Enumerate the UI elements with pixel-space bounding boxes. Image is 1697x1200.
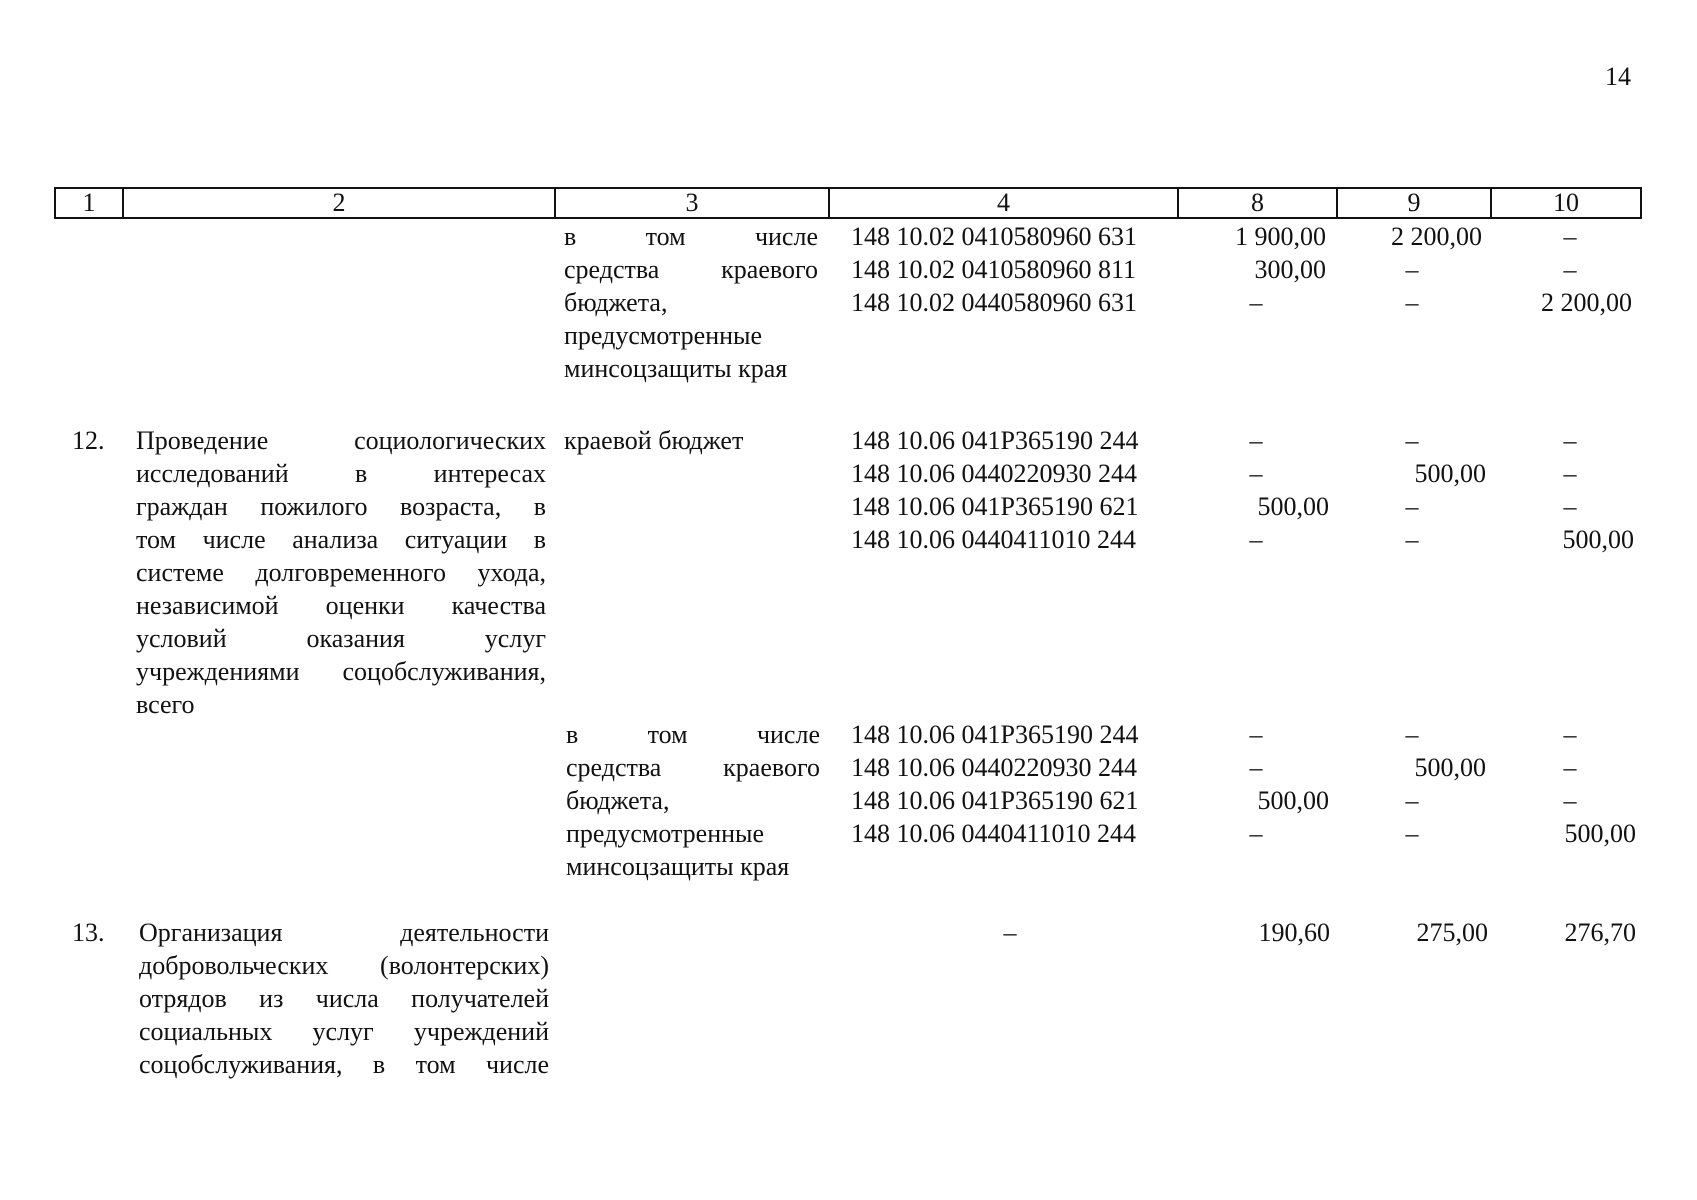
budget-code: 148 10.02 0440580960 631	[851, 288, 1137, 317]
value-col-10: –	[1563, 720, 1577, 749]
budget-code: 148 10.06 0440220930 244	[851, 753, 1137, 782]
value-col-10: 2 200,00	[1541, 288, 1632, 317]
header-cell-10: 10	[1490, 187, 1642, 219]
value-col-8: –	[1249, 819, 1263, 848]
header-cell-4: 4	[828, 187, 1179, 219]
header-cell-8: 8	[1177, 187, 1338, 219]
value-col-10: –	[1563, 222, 1577, 251]
item-name-line: Организация деятельности	[139, 918, 549, 947]
funding-line: минсоцзащиты края	[564, 354, 788, 383]
funding-line: минсоцзащиты края	[566, 852, 790, 881]
value-col-9: –	[1405, 819, 1419, 848]
budget-code: 148 10.06 041P365190 621	[851, 492, 1139, 521]
value-col-10: –	[1563, 786, 1577, 815]
item-name-line: системе долговременного ухода,	[136, 558, 546, 587]
funding-line: бюджета,	[566, 786, 670, 815]
value-col-9: –	[1405, 720, 1419, 749]
value-col-10: –	[1563, 492, 1577, 521]
value-col-9: –	[1405, 786, 1419, 815]
budget-code: –	[1003, 918, 1017, 947]
value-col-9: –	[1405, 525, 1419, 554]
item-name-line: условий оказания услуг	[136, 624, 546, 653]
funding-line: предусмотренные	[566, 819, 765, 848]
value-col-10: –	[1563, 753, 1577, 782]
item-name-line: том числе анализа ситуации в	[136, 525, 546, 554]
item-number: 12.	[72, 426, 105, 455]
budget-code: 148 10.06 0440411010 244	[851, 525, 1137, 554]
budget-code: 148 10.06 041P365190 621	[851, 786, 1139, 815]
item-name-line: учреждениями соцобслуживания,	[136, 657, 546, 686]
header-cell-1: 1	[54, 187, 124, 219]
value-col-9: 2 200,00	[1391, 222, 1482, 251]
value-col-8: –	[1249, 525, 1263, 554]
item-name-line: соцобслуживания, в том числе	[139, 1050, 549, 1079]
value-col-8: –	[1249, 459, 1263, 488]
value-col-9: 500,00	[1414, 459, 1486, 488]
value-col-9: –	[1405, 288, 1419, 317]
item-name-line: всего	[136, 690, 195, 719]
funding-line: предусмотренные	[564, 321, 763, 350]
value-col-9: –	[1405, 492, 1419, 521]
value-col-8: –	[1249, 426, 1263, 455]
header-cell-2: 2	[122, 187, 556, 219]
value-col-8: 500,00	[1257, 786, 1329, 815]
budget-code: 148 10.06 0440411010 244	[851, 819, 1137, 848]
value-col-10: 500,00	[1562, 525, 1634, 554]
value-col-8: 1 900,00	[1235, 222, 1326, 251]
value-col-9: 500,00	[1414, 753, 1486, 782]
value-col-8: –	[1249, 753, 1263, 782]
value-col-8: –	[1249, 720, 1263, 749]
value-col-9: –	[1405, 426, 1419, 455]
value-col-8: 500,00	[1257, 492, 1329, 521]
value-col-8: 300,00	[1254, 255, 1326, 284]
budget-code: 148 10.06 041P365190 244	[851, 426, 1139, 455]
budget-code: 148 10.06 0440220930 244	[851, 459, 1137, 488]
value-col-8: –	[1249, 288, 1263, 317]
value-col-10: 500,00	[1564, 819, 1636, 848]
funding-line: в том числе	[564, 222, 818, 251]
budget-code: 148 10.06 041P365190 244	[851, 720, 1139, 749]
item-name-line: социальных услуг учреждений	[139, 1017, 549, 1046]
header-cell-9: 9	[1336, 187, 1492, 219]
funding-line: в том числе	[566, 720, 820, 749]
item-name-line: независимой оценки качества	[136, 591, 546, 620]
funding-line: средства краевого	[566, 753, 820, 782]
item-name-line: добровольческих (волонтерских)	[139, 951, 549, 980]
value-col-9: –	[1405, 255, 1419, 284]
value-col-10: –	[1563, 255, 1577, 284]
value-col-9: 275,00	[1416, 918, 1488, 947]
funding-source: краевой бюджет	[564, 426, 744, 455]
value-col-10: –	[1563, 459, 1577, 488]
value-col-10: 276,70	[1564, 918, 1636, 947]
value-col-8: 190,60	[1258, 918, 1330, 947]
funding-line: бюджета,	[564, 288, 668, 317]
item-name-line: Проведение социологических	[136, 426, 546, 455]
item-name-line: исследований в интересах	[136, 459, 546, 488]
budget-code: 148 10.02 0410580960 631	[851, 222, 1137, 251]
item-name-line: граждан пожилого возраста, в	[136, 492, 546, 521]
item-number: 13.	[72, 918, 105, 947]
budget-code: 148 10.02 0410580960 811	[851, 255, 1137, 284]
page-number: 14	[1605, 62, 1631, 91]
value-col-10: –	[1563, 426, 1577, 455]
funding-line: средства краевого	[564, 255, 818, 284]
header-cell-3: 3	[554, 187, 830, 219]
item-name-line: отрядов из числа получателей	[139, 984, 549, 1013]
